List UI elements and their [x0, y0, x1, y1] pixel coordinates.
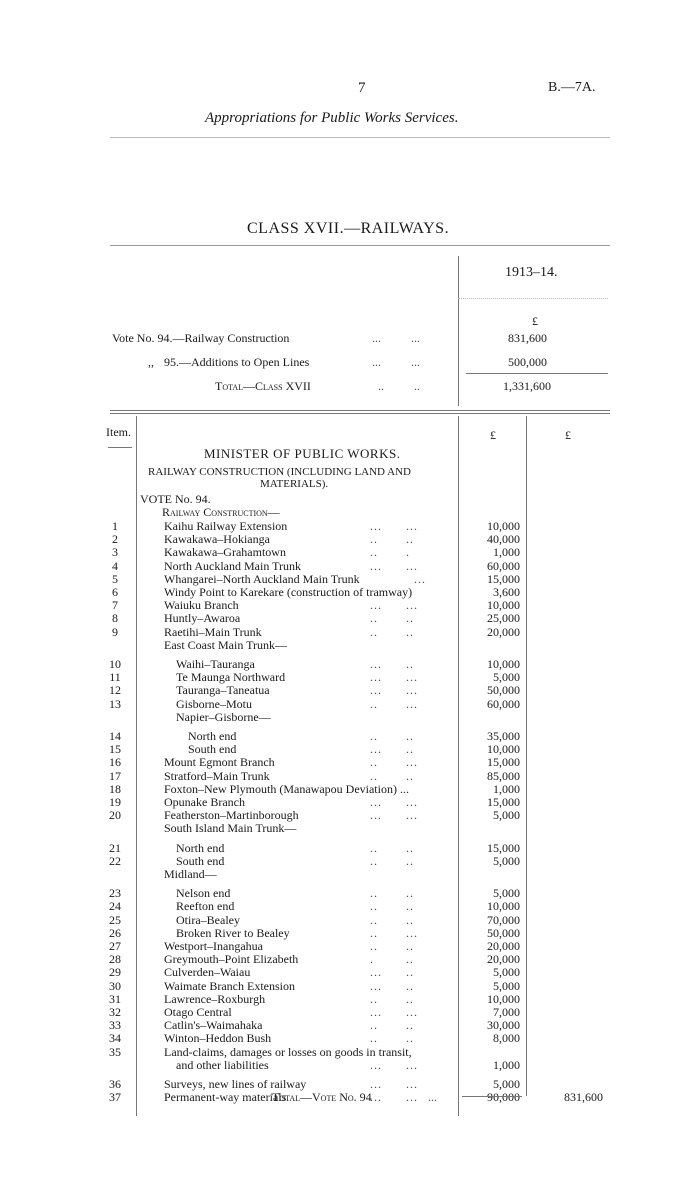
item-description: Nelson end	[176, 886, 231, 900]
table-row	[0, 809, 700, 822]
item-number: 14	[109, 729, 121, 743]
total-vote-label: Total—Vote No. 94	[272, 1090, 372, 1104]
item-amount: 15,000	[487, 572, 520, 586]
table-row	[0, 520, 700, 533]
item-amount: 5,000	[493, 670, 520, 684]
table-row	[0, 743, 700, 756]
item-number: 16	[109, 755, 121, 769]
item-amount: 10,000	[487, 519, 520, 533]
item-amount: 20,000	[487, 939, 520, 953]
column-currency-1: £	[490, 428, 496, 442]
item-amount: 15,000	[487, 755, 520, 769]
table-row	[0, 730, 700, 743]
item-number: 17	[109, 769, 121, 783]
table-row	[0, 842, 700, 855]
table-row	[0, 586, 700, 599]
subsection-heading: Railway Construction—	[162, 505, 280, 519]
item-amount: 60,000	[487, 559, 520, 573]
item-number: 23	[109, 886, 121, 900]
item-number: 22	[109, 854, 121, 868]
summary-subtotal-rule	[466, 373, 608, 374]
column-currency-2: £	[565, 428, 571, 442]
item-amount: 10,000	[487, 899, 520, 913]
table-row	[0, 1006, 700, 1019]
item-number: 28	[109, 952, 121, 966]
table-row	[0, 855, 700, 868]
item-description: Waihi–Tauranga	[176, 657, 255, 671]
item-number: 37	[109, 1090, 121, 1104]
summary-bottom-rule-2	[110, 413, 610, 414]
table-row	[0, 639, 700, 652]
leader-dots: .. ..	[370, 899, 414, 913]
total-rule	[462, 1096, 522, 1097]
item-header: Item.	[106, 425, 131, 439]
item-amount: 25,000	[487, 611, 520, 625]
item-amount: 50,000	[487, 926, 520, 940]
leader-dots: ... ...	[370, 519, 418, 533]
item-number: 19	[109, 795, 121, 809]
leader-dots: ... ...	[370, 559, 418, 573]
leader-dots: .. ..	[370, 1031, 414, 1045]
summary-row-dots: .. ..	[378, 379, 420, 393]
table-row	[0, 980, 700, 993]
leader-dots: .. ..	[370, 1018, 414, 1032]
item-description: Reefton end	[176, 899, 235, 913]
item-description: Foxton–New Plymouth (Manawapou Deviation) ...	[164, 782, 409, 796]
leader-dots: ... ..	[370, 965, 414, 979]
leader-dots: ... ...	[370, 670, 418, 684]
item-description: Otira–Bealey	[176, 913, 240, 927]
page-subtitle: Appropriations for Public Works Services.	[205, 110, 459, 126]
item-number: 31	[109, 992, 121, 1006]
item-amount: 90,000	[487, 1090, 520, 1104]
leader-dots: . ..	[370, 952, 414, 966]
summary-row-dots: ... ...	[372, 355, 420, 369]
total-vote-dots: ...	[428, 1090, 437, 1104]
table-row	[0, 887, 700, 900]
leader-dots: ...	[370, 572, 426, 586]
item-description: Culverden–Waiau	[164, 965, 251, 979]
leader-dots: ... ...	[370, 795, 418, 809]
item-amount: 85,000	[487, 769, 520, 783]
table-row	[0, 966, 700, 979]
leader-dots: ... ..	[370, 657, 414, 671]
item-number: 5	[112, 572, 118, 586]
table-row	[0, 1019, 700, 1032]
item-amount: 20,000	[487, 625, 520, 639]
item-description: Huntly–Awaroa	[164, 611, 241, 625]
item-description: Napier–Gisborne—	[176, 710, 271, 724]
item-description: Raetihi–Main Trunk	[164, 625, 262, 639]
item-number: 34	[109, 1031, 121, 1045]
summary-total-label: Total—Class XVII	[215, 379, 311, 393]
leader-dots: .. ...	[370, 697, 418, 711]
table-row	[0, 914, 700, 927]
table-row	[0, 612, 700, 625]
section-heading-line1: RAILWAY CONSTRUCTION (INCLUDING LAND AND	[148, 466, 411, 478]
table-row	[0, 756, 700, 769]
item-description: Featherston–Martinborough	[164, 808, 299, 822]
leader-dots: .. ..	[370, 841, 414, 855]
item-amount: 1,000	[493, 545, 520, 559]
item-number: 8	[112, 611, 118, 625]
leader-dots: ... ...	[370, 1090, 418, 1104]
table-row	[0, 711, 700, 724]
leader-dots: .. ..	[370, 769, 414, 783]
table-row	[0, 626, 700, 639]
item-header-rule	[108, 447, 132, 448]
item-description: and other liabilities	[176, 1058, 269, 1072]
item-description: Greymouth–Point Elizabeth	[164, 952, 299, 966]
item-description: Windy Point to Karekare (construction of tramway)	[164, 585, 413, 599]
leader-dots: .. ..	[370, 913, 414, 927]
item-amount: 15,000	[487, 795, 520, 809]
item-description: Tauranga–Taneatua	[176, 683, 270, 697]
summary-currency-symbol: £	[532, 314, 538, 328]
item-number: 36	[109, 1077, 121, 1091]
item-number: 24	[109, 899, 121, 913]
item-number: 30	[109, 979, 121, 993]
item-number: 15	[109, 742, 121, 756]
ministry-heading: MINISTER OF PUBLIC WORKS.	[204, 446, 401, 461]
table-row	[0, 796, 700, 809]
item-amount: 10,000	[487, 992, 520, 1006]
leader-dots: .. ..	[370, 532, 414, 546]
item-number: 13	[109, 697, 121, 711]
table-row	[0, 546, 700, 559]
item-number: 11	[109, 670, 121, 684]
item-amount: 10,000	[487, 657, 520, 671]
leader-dots: ... ...	[370, 598, 418, 612]
item-number: 7	[112, 598, 118, 612]
leader-dots: ... ..	[370, 742, 414, 756]
item-description: Stratford–Main Trunk	[164, 769, 270, 783]
item-number: 25	[109, 913, 121, 927]
summary-bottom-rule	[110, 410, 610, 411]
item-amount: 5,000	[493, 1077, 520, 1091]
leader-dots: .. ..	[370, 939, 414, 953]
leader-dots: ... ...	[370, 1058, 418, 1072]
leader-dots: ... ...	[370, 808, 418, 822]
item-amount: 8,000	[493, 1031, 520, 1045]
class-title-rule	[110, 245, 610, 246]
item-description: Winton–Heddon Bush	[164, 1031, 272, 1045]
item-amount: 5,000	[493, 854, 520, 868]
table-row	[0, 822, 700, 835]
item-number: 10	[109, 657, 121, 671]
item-description: South end	[188, 742, 237, 756]
item-amount: 5,000	[493, 979, 520, 993]
item-number: 33	[109, 1018, 121, 1032]
item-description: Otago Central	[164, 1005, 232, 1019]
item-description: Kaihu Railway Extension	[164, 519, 288, 533]
table-row	[0, 533, 700, 546]
table-row	[0, 684, 700, 697]
table-row	[0, 1046, 700, 1059]
summary-total-amount: 1,331,600	[503, 379, 551, 393]
page-number: 7	[358, 80, 366, 96]
item-number: 32	[109, 1005, 121, 1019]
leader-dots: .. ...	[370, 926, 418, 940]
item-amount: 30,000	[487, 1018, 520, 1032]
summary-amount-railway-construction: 831,600	[508, 331, 547, 345]
leader-dots: ... ..	[370, 979, 414, 993]
total-vote-amount: 831,600	[564, 1090, 603, 1104]
item-description: North Auckland Main Trunk	[164, 559, 302, 573]
item-description: Whangarei–North Auckland Main Trunk	[164, 572, 360, 586]
item-amount: 10,000	[487, 598, 520, 612]
item-number: 2	[112, 532, 118, 546]
item-description: Land-claims, damages or losses on goods in transit,	[164, 1045, 412, 1059]
item-description: Broken River to Bealey	[176, 926, 290, 940]
item-description: Catlin's–Waimahaka	[164, 1018, 263, 1032]
item-number: 26	[109, 926, 121, 940]
table-row	[0, 1059, 700, 1072]
item-number: 21	[109, 841, 121, 855]
item-description: North end	[188, 729, 237, 743]
item-description: Westport–Inangahua	[164, 939, 263, 953]
table-row	[0, 599, 700, 612]
leader-dots: .. ..	[370, 729, 414, 743]
item-amount: 5,000	[493, 886, 520, 900]
table-row	[0, 940, 700, 953]
item-number: 18	[109, 782, 121, 796]
table-row	[0, 1032, 700, 1045]
leader-dots: ... ...	[370, 1077, 418, 1091]
leader-dots: ... ...	[370, 1005, 418, 1019]
ditto-mark: ,,	[148, 355, 154, 369]
item-description: Surveys, new lines of railway	[164, 1077, 307, 1091]
item-description: Permanent-way materials	[164, 1090, 287, 1104]
item-number: 20	[109, 808, 121, 822]
table-row	[0, 900, 700, 913]
leader-dots: .. ..	[370, 611, 414, 625]
table-row	[0, 671, 700, 684]
item-number: 12	[109, 683, 121, 697]
item-number: 6	[112, 585, 118, 599]
summary-column-divider	[458, 256, 459, 406]
item-description: Opunake Branch	[164, 795, 245, 809]
document-reference: B.—7A.	[548, 80, 596, 95]
item-amount: 3,600	[493, 585, 520, 599]
item-number: 35	[109, 1045, 121, 1059]
item-description: North end	[176, 841, 225, 855]
item-amount: 35,000	[487, 729, 520, 743]
leader-dots: .. ..	[370, 886, 414, 900]
table-row	[0, 953, 700, 966]
item-number: 29	[109, 965, 121, 979]
item-description: Gisborne–Motu	[176, 697, 252, 711]
summary-row-dots: ... ...	[372, 331, 420, 345]
item-description: Kawakawa–Hokianga	[164, 532, 270, 546]
item-amount: 7,000	[493, 1005, 520, 1019]
leader-dots: .. ...	[370, 755, 418, 769]
table-row	[0, 993, 700, 1006]
leader-dots: .. ..	[370, 992, 414, 1006]
header-rule	[110, 137, 610, 138]
item-amount: 15,000	[487, 841, 520, 855]
item-amount: 20,000	[487, 952, 520, 966]
summary-year-label: 1913–14.	[505, 265, 558, 280]
leader-dots: .. ..	[370, 854, 414, 868]
item-amount: 5,000	[493, 808, 520, 822]
item-amount: 50,000	[487, 683, 520, 697]
item-description: Te Maunga Northward	[176, 670, 286, 684]
table-row	[0, 927, 700, 940]
leader-dots: ... ...	[370, 683, 418, 697]
item-description: Midland—	[164, 867, 217, 881]
item-number: 1	[112, 519, 118, 533]
summary-amount-open-lines: 500,000	[508, 355, 547, 369]
item-description: Lawrence–Roxburgh	[164, 992, 266, 1006]
item-description: Waiuku Branch	[164, 598, 239, 612]
item-amount: 40,000	[487, 532, 520, 546]
item-description: South Island Main Trunk—	[164, 821, 297, 835]
item-number: 9	[112, 625, 118, 639]
item-amount: 70,000	[487, 913, 520, 927]
item-number: 27	[109, 939, 121, 953]
item-amount: 60,000	[487, 697, 520, 711]
table-row	[0, 658, 700, 671]
section-heading-line2: MATERIALS).	[260, 478, 329, 490]
item-description: South end	[176, 854, 225, 868]
item-amount: 5,000	[493, 965, 520, 979]
table-row	[0, 868, 700, 881]
summary-year-rule	[458, 298, 608, 299]
leader-dots: .. .	[370, 545, 410, 559]
vote-label: VOTE No. 94.	[140, 492, 211, 506]
item-description: Waimate Branch Extension	[164, 979, 295, 993]
item-description: East Coast Main Trunk—	[164, 638, 288, 652]
item-number: 3	[112, 545, 118, 559]
item-amount: 1,000	[493, 782, 520, 796]
item-number: 4	[112, 559, 118, 573]
summary-row-railway-construction: Vote No. 94.—Railway Construction	[112, 331, 290, 345]
table-row	[0, 698, 700, 711]
leader-dots: .. ..	[370, 625, 414, 639]
summary-row-open-lines: 95.—Additions to Open Lines	[164, 355, 310, 369]
item-amount: 10,000	[487, 742, 520, 756]
table-row	[0, 783, 700, 796]
item-description: Mount Egmont Branch	[164, 755, 275, 769]
item-amount: 1,000	[493, 1058, 520, 1072]
class-title: CLASS XVII.—RAILWAYS.	[247, 220, 450, 237]
item-description: Kawakawa–Grahamtown	[164, 545, 286, 559]
